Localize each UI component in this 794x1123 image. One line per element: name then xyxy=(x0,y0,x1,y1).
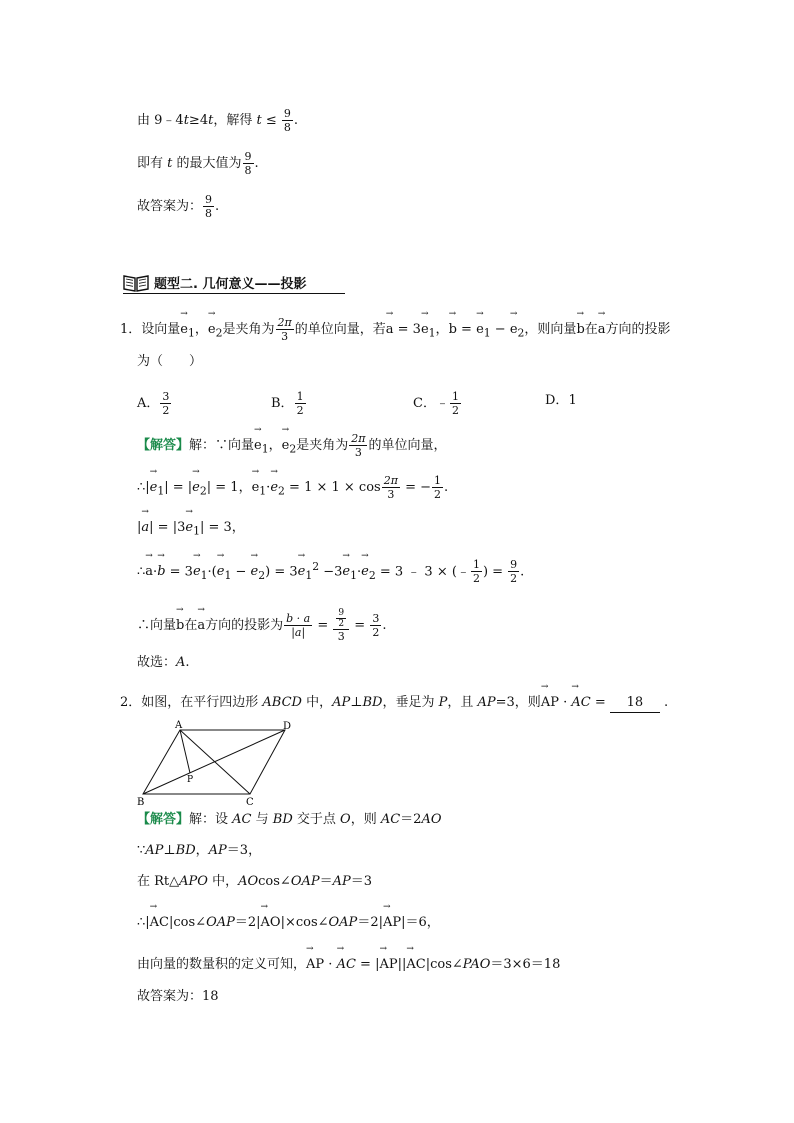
q1-solution-line-4: ∴→ $a\cdot\to b = 3\to e_1\cdot(\to e_1$ − → $e_2) = 3\to e_1^2 -3\to e_1\cdot\to e_2 = 3$ ﹣ 3 × (﹣ $\frac{1}{2}$ ) = $\frac{9}{2}$ . xyxy=(137,558,524,585)
section-rule xyxy=(123,293,345,294)
fraction: $\frac{9}{8}$ xyxy=(244,150,252,177)
answer-tag: 【解答】 xyxy=(137,812,190,827)
fraction: $\frac{1}{2}$ xyxy=(296,390,304,417)
fraction: $\frac{9}{2}$ xyxy=(510,558,518,586)
fraction: $\frac{9}{8}$ xyxy=(283,107,291,134)
fraction: $\frac{3}{2}$ xyxy=(372,612,380,639)
q1-stem-line-1: 1．设向量→ $e_1$，→ $e_2$是夹角为 $\frac{2\pi}{3}$ 的单位向量，若→ $a = 3\to e_1$，→ b = → $e_1$ − → $e_2$，则向量→ b在→ a方向的投影 xyxy=(120,316,671,343)
fraction: $\frac{3}{2}$ xyxy=(162,390,170,417)
segment-ap xyxy=(180,730,190,773)
label-d: D xyxy=(283,721,292,732)
section-title: 题型二. 几何意义——投影 xyxy=(154,277,307,292)
q2-solution-line-2: ∵AP⊥BD，AP＝3， xyxy=(137,843,262,858)
fraction: $\frac{1}{2}$ xyxy=(472,558,480,586)
label-a: A xyxy=(175,720,183,731)
q1-option-b: B． $\frac{1}{2}$ xyxy=(271,390,304,417)
fraction: $\frac{\frac{9}{2}}{3}$ xyxy=(333,608,349,643)
q1-solution-line-2: ∴|→ $e_1|$ = |→ $e_2| = 1$，→ $e_1\cdot\to e_2 = 1 \times 1 \times \cos$ $\frac{2\pi}{3}$ = − $\frac{1}{2}$ . xyxy=(137,474,448,501)
q2-solution-line-4: ∴|→ AC|cos∠OAP＝2|→ AO|×cos∠OAP＝2|→ AP|＝6， xyxy=(137,914,440,932)
q2-solution-line-3: 在 Rt△APO 中，AOcos∠OAP＝AP＝3 xyxy=(137,874,373,889)
q1-solution-line-5: ∴向量→ b在→ a方向的投影为 $\frac{b \cdot a}{|a|}$ = $\frac{\frac{9}{2}}{3}$ = $\frac{3}{2}$ . xyxy=(137,608,386,643)
q1-solution-line-3: |→ $a| = |3\to e_1| = 3$， xyxy=(137,519,245,541)
q2-stem: 2．如图，在平行四边形 ABCD 中，AP⊥BD，垂足为 P，且 AP=3，则→ AP · → AC = 18 . xyxy=(120,694,668,713)
answer-tag: 【解答】 xyxy=(137,438,190,453)
section-heading xyxy=(123,272,345,294)
parallelogram-figure xyxy=(135,718,295,806)
top-line-1: 由 9﹣4t≥4t，解得 t ≤ $\frac{9}{8}$ . xyxy=(137,107,299,134)
q1-solution-line-6: 故选：A. xyxy=(137,655,190,670)
top-line-2: 即有 t 的最大值为 $\frac{9}{8}$ . xyxy=(137,150,259,177)
fraction: $\frac{b \cdot a}{|a|}$ xyxy=(286,612,311,639)
q2-solution-line-6: 故答案为：18 xyxy=(137,989,219,1004)
fraction: $\frac{2\pi}{3}$ xyxy=(351,432,366,459)
label-p: P xyxy=(187,775,194,785)
q2-solution-line-1: 【解答】解：设 AC 与 BD 交于点 O，则 AC＝2AO xyxy=(137,812,442,827)
fraction: $\frac{2\pi}{3}$ xyxy=(277,316,292,343)
q1-option-a: A． $\frac{3}{2}$ xyxy=(137,390,170,417)
top-line-3: 故答案为： $\frac{9}{8}$ . xyxy=(137,193,220,220)
label-c: C xyxy=(246,797,254,806)
book-icon xyxy=(123,274,149,292)
fraction: $\frac{1}{2}$ xyxy=(451,390,459,417)
q1-option-d: D．1 xyxy=(545,393,577,408)
fraction: $\frac{1}{2}$ xyxy=(434,474,441,501)
q1-solution-line-1: 【解答】解：∵向量→ $e_1$，→ $e_2$是夹角为 $\frac{2\pi}{3}$ 的单位向量， xyxy=(137,432,447,459)
q2-solution-line-5: 由向量的数量积的定义可知，→ AP · → AC = |→ AP||→ AC|cos∠PAO＝3×6＝18 xyxy=(137,956,560,974)
label-b: B xyxy=(137,797,145,806)
diagonal-bd xyxy=(143,730,285,794)
fraction: $\frac{9}{8}$ xyxy=(205,193,213,220)
q1-stem-line-2: 为（ ） xyxy=(137,354,203,369)
answer-blank: 18 xyxy=(610,694,660,713)
q1-option-c: C．﹣ $\frac{1}{2}$ xyxy=(413,390,459,417)
fraction: $\frac{2\pi}{3}$ xyxy=(383,474,398,501)
